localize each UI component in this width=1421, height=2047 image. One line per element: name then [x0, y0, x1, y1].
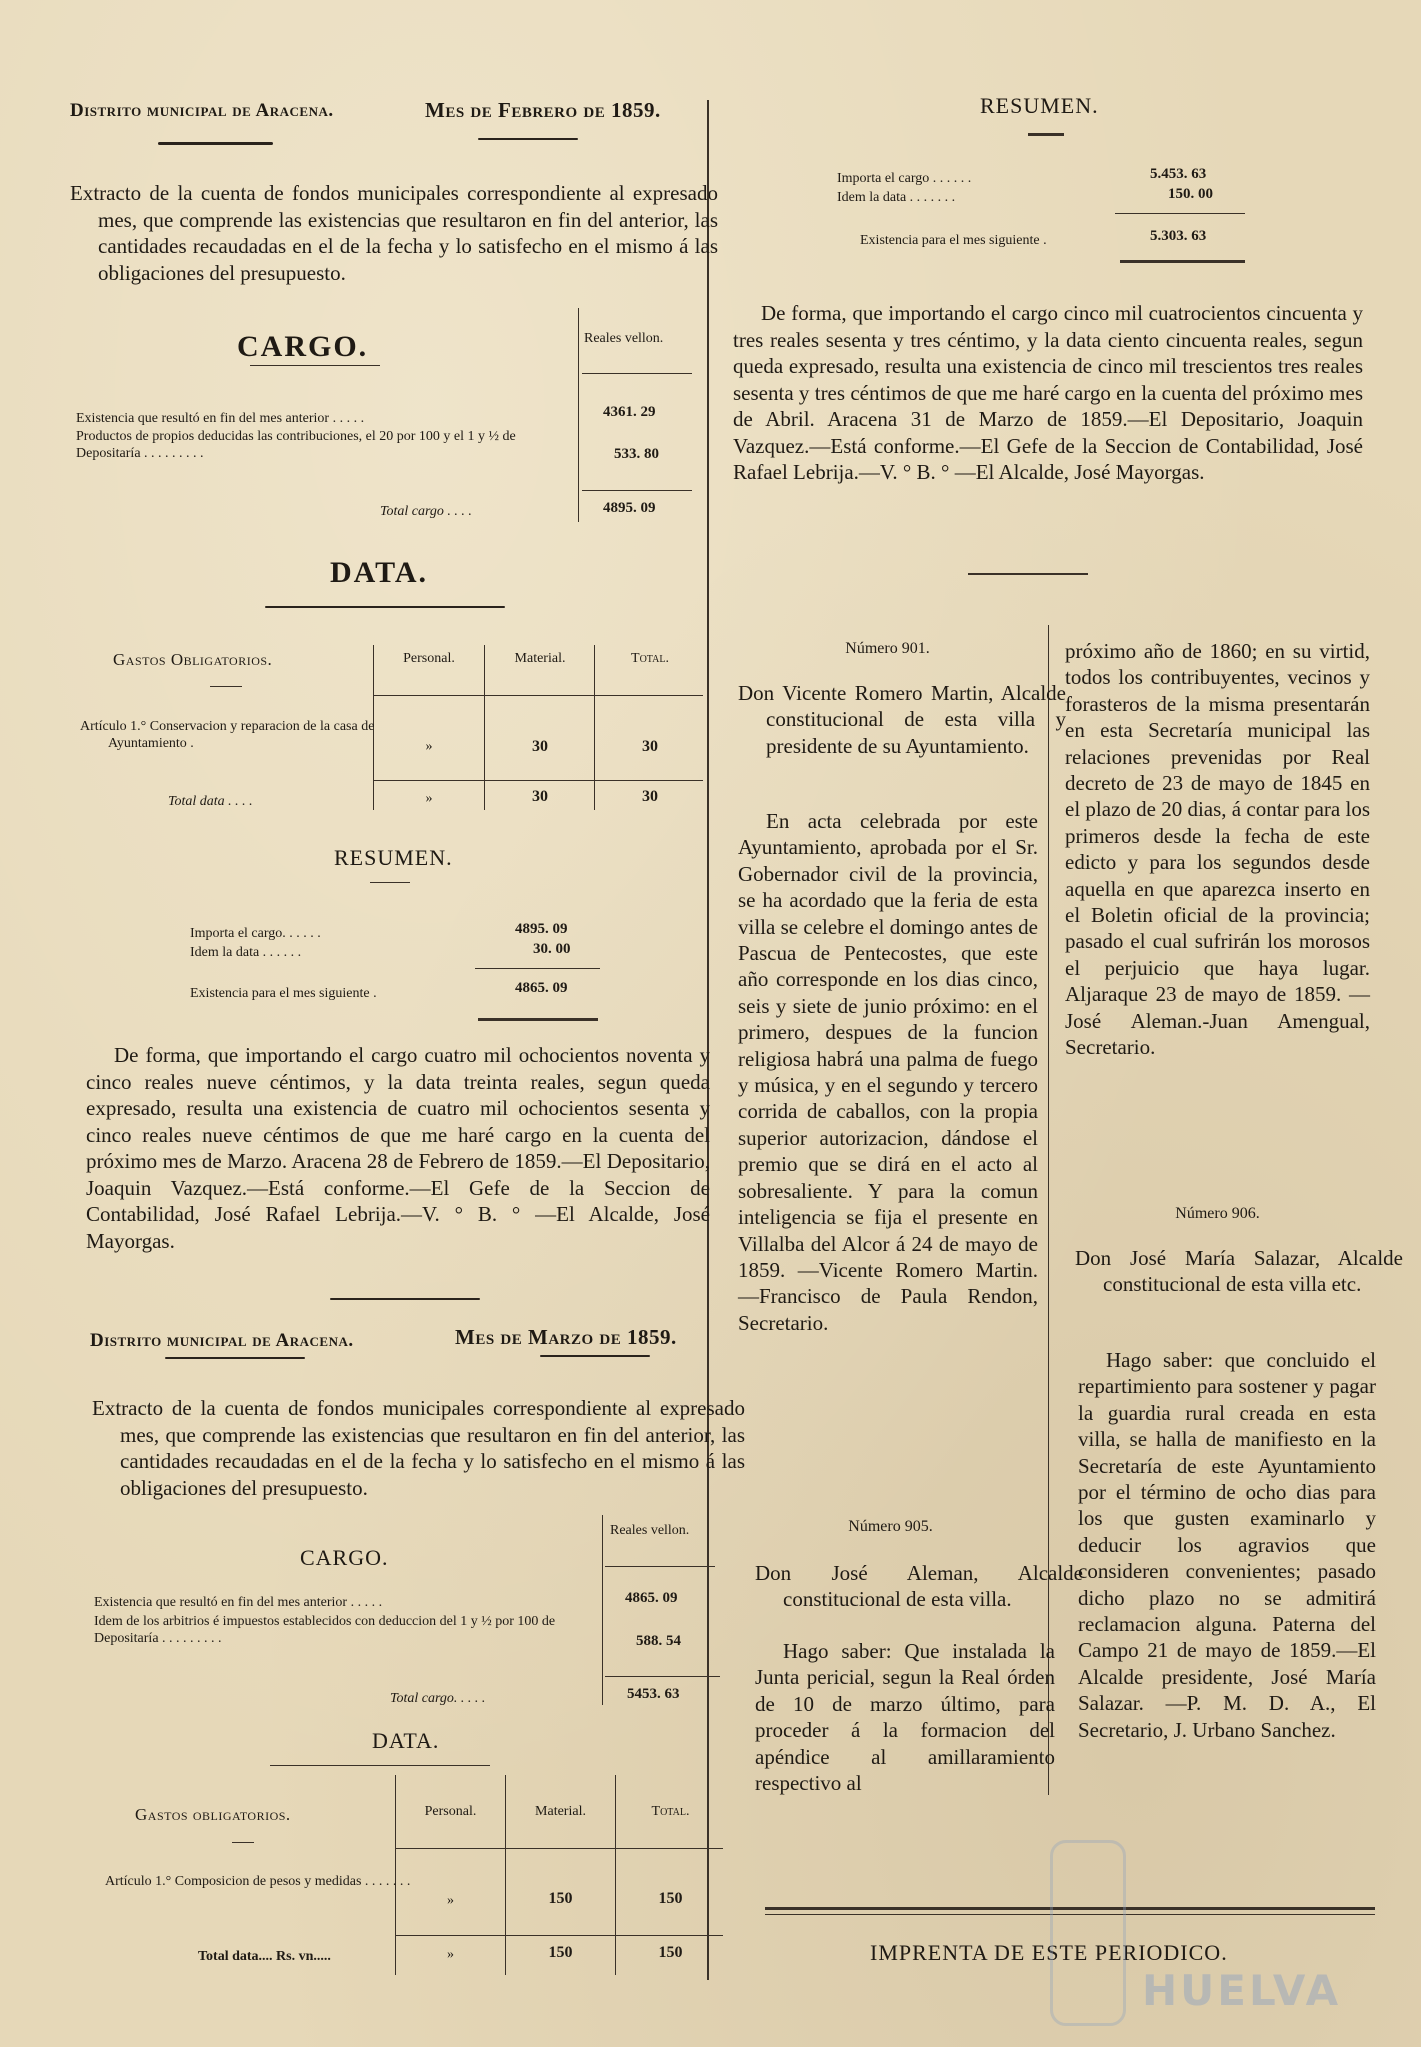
mar-tdata-total: 150 — [658, 1944, 683, 1961]
feb-resumen-title: RESUMEN. — [334, 845, 453, 870]
feb-art-material: 30 — [532, 738, 548, 755]
shield-icon — [1050, 1840, 1126, 2026]
feb-heading-ornament — [158, 142, 273, 145]
mar-tdata-label: Total data.... Rs. vn..... — [198, 1949, 331, 1964]
feb-row2-value: 533. 80 — [614, 446, 659, 462]
feb-row1-label: Existencia que resultó en fin del mes anterior . . . . . — [76, 411, 365, 426]
right-closing-paragraph: De forma, que importando el cargo cinco mil cuatrocientos cincuenta y tres reales sesenta y tres céntimo, y la data ciento cincuenta reales, segun queda expresado, resulta una existencia de cinco mil trescientos tres reales sesenta y tres céntimos de que me haré cargo en la cuenta del próximo mes de Abril. Aracena 31 de Marzo de 1859.—El Depositario, Joaquin Vazquez.—Está conforme.—El Gefe de la Seccion de Contabilidad, José Rafael Lebrija.—V. ° B. ° —El Alcalde, José Mayorgas. — [733, 301, 1363, 484]
column-divider — [707, 100, 709, 1980]
n905-continuation: próximo año de 1860; en su virtid, todos los contribuyentes, vecinos y forasteros de la misma presentarán en esta Secretaría municipal las relaciones prevenidas por Real decreto de 23 de mayo de 1845 en el plazo de 20 dias, á contar para los primeros desde la fecha de este edicto y para los segundos desde aquella en que aparezca inserto en el Boletin oficial de la provincia; pasado el cual sufrirán los morosos el perjuicio que haya lugar. Aljaraque 23 de mayo de 1859. —José Aleman.-Juan Amengual, Secretario. — [1065, 639, 1370, 1060]
section-separator — [330, 1298, 480, 1300]
feb-art-total: 30 — [642, 738, 658, 755]
feb-closing-paragraph: De forma, que importando el cargo cuatro mil ochocientos noventa y cinco reales nueve céntimos, y la data treinta reales, segun queda expresado, resulta una existencia de cuatro mil ochocientos sesenta y cinco reales nueve céntimos de que me haré cargo en la cuenta del próximo mes de Marzo. Aracena 28 de Febrero de 1859.—El Depositario, Joaquin Vazquez.—Está conforme.—El Gefe de la Seccion de Contabilidad, José Rafael Lebrija.—V. ° B. ° —El Alcalde, José Mayorgas. — [86, 1043, 710, 1253]
feb-data-title: DATA. — [330, 556, 429, 589]
n906-heading: Don José María Salazar, Alcalde constitucional de esta villa etc. — [1075, 1246, 1403, 1297]
mar-extract: Extracto de la cuenta de fondos municipales correspondiente al expresado mes, que comprende las existencias que resultaron en fin del anterior, las cantidades recaudadas en el de la fecha y lo satisfecho en el mismo á las obligaciones del presupuesto. — [92, 1396, 745, 1500]
mar-tdata-personal: » — [447, 1947, 454, 1962]
n906-body: Hago saber: que concluido el repartimiento para sostener y pagar la guardia rural creada en esta villa, se halla de manifiesto en la Secretaría de este Ayuntamiento por el término de ocho dias para los que gusten examinarlo y deducir los agravios que consideren convenientes; pasado dicho plazo no se admitirá reclamacion alguna. Paterna del Campo 21 de mayo de 1859.—El Alcalde presidente, José María Salazar. —P. M. D. A., El Secretario, J. Urbano Sanchez. — [1078, 1348, 1376, 1742]
feb-tdata-label: Total data . . . . — [168, 794, 253, 809]
feb-month-rule — [478, 138, 578, 140]
feb-total-rule — [582, 490, 692, 491]
mar-total-rule — [605, 1676, 720, 1677]
feb-art-label: Artículo 1.° Conservacion y reparacion de la casa de Ayuntamiento . — [80, 719, 375, 751]
feb-col-header-rule — [582, 373, 692, 374]
feb-h-personal: Personal. — [403, 651, 455, 666]
feb-cargo-underline — [250, 365, 380, 366]
mar-art-material: 150 — [548, 1890, 573, 1907]
mar-art-total: 150 — [658, 1890, 683, 1907]
n905-body: Hago saber: Que instalada la Junta pericial, segun la Real órden de 10 de marzo último, para proceder á la formacion del apéndice al amillaramiento respectivo al — [755, 1639, 1055, 1796]
mar-data-title: DATA. — [372, 1728, 440, 1753]
feb-table-vrule-3 — [594, 645, 595, 810]
mar-art-label: Artículo 1.° Composicion de pesos y medidas . . . . . . . — [105, 1874, 411, 1889]
mar-cargo-col-rule — [602, 1515, 603, 1705]
feb-district-heading: Distrito municipal de Aracena. — [70, 100, 334, 121]
feb-month-heading: Mes de Febrero de 1859. — [425, 98, 661, 122]
mar-h-total: Total. — [651, 1804, 690, 1819]
feb-table-vrule-2 — [484, 645, 485, 810]
right-r1-label: Importa el cargo . . . . . . — [837, 171, 972, 186]
inner-column-divider — [1048, 625, 1049, 1795]
feb-row1-value: 4361. 29 — [603, 404, 656, 420]
mar-month-heading: Mes de Marzo de 1859. — [455, 1325, 677, 1349]
feb-art-personal: » — [425, 739, 433, 754]
mar-district-heading: Distrito municipal de Aracena. — [90, 1330, 354, 1351]
feb-tdata-material: 30 — [532, 788, 548, 805]
n905-title: Número 905. — [848, 1518, 933, 1535]
feb-r2-value: 30. 00 — [533, 941, 571, 957]
mar-row1-label: Existencia que resultó en fin del mes anterior . . . . . — [94, 1595, 383, 1610]
right-r2-label: Idem la data . . . . . . . — [837, 190, 956, 205]
feb-total-value: 4895. 09 — [603, 500, 656, 516]
mar-h-personal: Personal. — [424, 1804, 477, 1819]
n901-body: En acta celebrada por este Ayuntamiento, aprobada por el Sr. Gobernador civil de la provincia, se ha acordado que la feria de esta villa se celebre el domingo antes de Pascua de Pentecostes, que este año corresponde en los dias cinco, seis y siete de junio próximo: en el primero, despues de la funcion religiosa habrá una palma de fuego y música, y en el segundo y tercero corrida de caballos, con la propia superior autorizacion, dándose el premio que se dirá en el acto al sobresaliente. Y para la comun inteligencia se fija el presente en Villalba del Alcor á 24 de mayo de 1859. —Vicente Romero Martin. —Francisco de Paula Rendon, Secretario. — [738, 809, 1038, 1335]
feb-cargo-title: CARGO. — [237, 330, 369, 363]
feb-h-material: Material. — [514, 651, 566, 666]
n901-title: Número 901. — [845, 640, 930, 657]
feb-row2-label: Productos de propios deducidas las contribuciones, el 20 por 100 y el 1 y ½ de Depositaría . . . . . . . . . — [76, 429, 516, 461]
mar-row2-value: 588. 54 — [636, 1633, 681, 1649]
right-r3-value: 5.303. 63 — [1150, 228, 1207, 244]
mar-table-total-rule — [395, 1935, 723, 1936]
mar-art-personal: » — [447, 1893, 454, 1908]
mar-cargo-title: CARGO. — [300, 1545, 389, 1570]
feb-gastos-underline — [210, 686, 242, 687]
feb-col-header: Reales vellon. — [584, 331, 664, 346]
n905-heading: Don José Aleman, Alcalde constitucional de esta villa. — [755, 1561, 1083, 1612]
feb-table-total-rule — [373, 780, 703, 781]
mar-gastos-underline — [232, 1842, 254, 1843]
feb-resumen-underline — [370, 882, 410, 883]
mar-h-material: Material. — [535, 1804, 586, 1819]
right-r2-value: 150. 00 — [1168, 186, 1213, 202]
feb-resumen-rule — [475, 968, 600, 969]
feb-resumen-double-rule — [478, 1018, 598, 1021]
watermark-text: HUELVA — [1142, 1966, 1342, 2015]
feb-tdata-personal: » — [425, 791, 433, 806]
feb-r3-label: Existencia para el mes siguiente . — [190, 986, 377, 1001]
imprenta-imprint: IMPRENTA DE ESTE PERIODICO. — [870, 1940, 1228, 1965]
mar-heading-ornament — [165, 1357, 305, 1359]
n906-title: Número 906. — [1175, 1205, 1260, 1222]
mar-total-value: 5453. 63 — [627, 1686, 680, 1702]
feb-r2-label: Idem la data . . . . . . — [190, 945, 302, 960]
right-resumen-rule — [1115, 213, 1245, 214]
mar-gastos-label: Gastos obligatorios. — [135, 1805, 291, 1824]
feb-extract: Extracto de la cuenta de fondos municipales correspondiente al expresado mes, que comprende las existencias que resultaron en fin del anterior, las cantidades recaudadas en el de la fecha y lo satisfecho en el mismo á las obligaciones del presupuesto. — [70, 181, 718, 285]
mar-total-label: Total cargo. . . . . — [390, 1691, 486, 1706]
right-resumen-title: RESUMEN. — [980, 93, 1099, 118]
feb-cargo-col-rule — [578, 308, 579, 522]
feb-tdata-total: 30 — [642, 788, 658, 805]
right-r1-value: 5.453. 63 — [1150, 166, 1207, 182]
mar-tdata-material: 150 — [548, 1944, 573, 1961]
mar-row2-label: Idem de los arbitrios é impuestos establecidos con deduccion del 1 y ½ por 100 de Depositaría . . . . . . . . . — [94, 1614, 556, 1646]
feb-h-total: Total. — [631, 651, 669, 666]
right-section-separator — [968, 573, 1088, 575]
right-resumen-underline — [1028, 133, 1064, 136]
feb-total-label: Total cargo . . . . — [380, 504, 472, 519]
mar-data-rule — [270, 1765, 490, 1766]
right-r3-label: Existencia para el mes siguiente . — [860, 233, 1047, 248]
mar-month-rule — [540, 1355, 650, 1357]
right-resumen-double-rule — [1120, 260, 1245, 263]
feb-r3-value: 4865. 09 — [515, 980, 568, 996]
mar-col-header-rule — [605, 1566, 715, 1567]
feb-data-ornament — [265, 606, 505, 608]
mar-row1-value: 4865. 09 — [625, 1590, 678, 1606]
feb-gastos-label: Gastos Obligatorios. — [113, 650, 273, 669]
feb-r1-value: 4895. 09 — [515, 921, 568, 937]
mar-table-header-rule — [395, 1848, 723, 1849]
n901-heading: Don Vicente Romero Martin, Alcalde constitucional de esta villa y presidente de su Ayuntamiento. — [738, 681, 1066, 758]
feb-r1-label: Importa el cargo. . . . . . — [190, 926, 321, 941]
mar-col-header: Reales vellon. — [610, 1523, 690, 1538]
feb-table-header-rule — [373, 695, 703, 696]
